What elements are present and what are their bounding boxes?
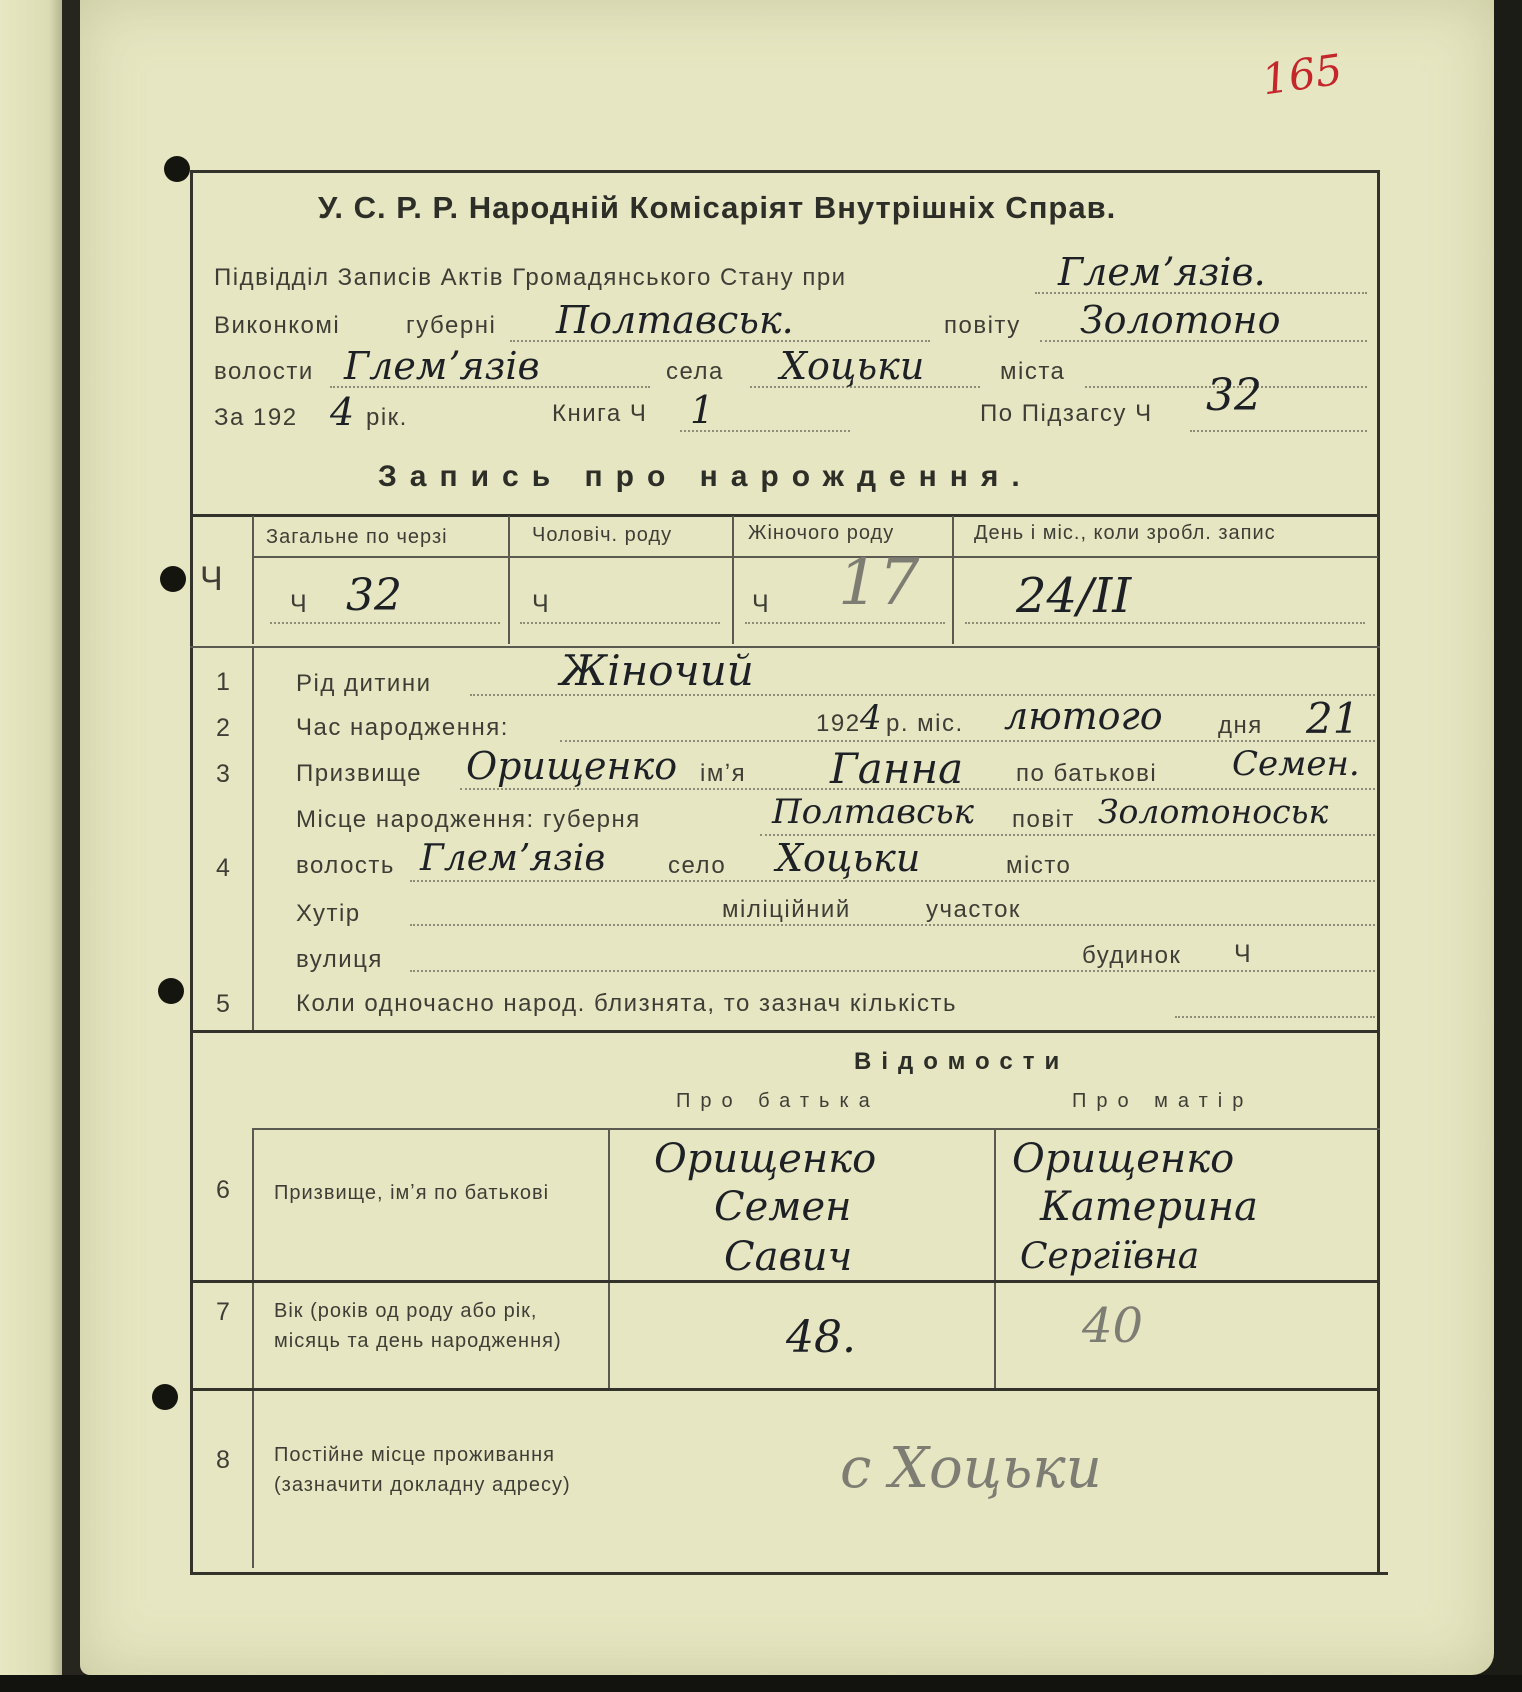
book-label: Книга Ч xyxy=(552,400,648,427)
volost-label: волости xyxy=(214,358,314,385)
mother-header: Про матір xyxy=(1072,1090,1254,1112)
row-number-5: 5 xyxy=(216,990,230,1018)
surname-value: Орищенко xyxy=(466,744,678,788)
row-7-bottom xyxy=(190,1388,1380,1391)
father-name-line-3: Савич xyxy=(724,1234,853,1280)
birthplace-selo-label: село xyxy=(668,852,727,879)
father-age: 48. xyxy=(786,1312,856,1363)
fill-line xyxy=(1190,430,1367,432)
fill-line xyxy=(560,740,1375,742)
binding-hole xyxy=(158,978,184,1004)
numbers-col-divider xyxy=(252,516,254,644)
row-number-7: 7 xyxy=(216,1298,230,1326)
row-6-bottom xyxy=(190,1280,1380,1283)
birth-day-label: дня xyxy=(1218,712,1263,739)
binding-hole xyxy=(160,566,186,592)
mother-name-line-2: Катерина xyxy=(1040,1184,1258,1230)
patronymic-label: по батькові xyxy=(1016,760,1158,787)
col-general-header: Загальне по черзі xyxy=(266,526,448,548)
child-section-bottom xyxy=(190,1030,1380,1033)
subrecord-value: 32 xyxy=(1206,370,1262,421)
row-number-8: 8 xyxy=(216,1446,230,1474)
khutir-label: Хутір xyxy=(296,900,361,927)
uchastok-label: участок xyxy=(926,896,1021,923)
col-date-value: 24/II xyxy=(1016,568,1132,624)
birthplace-povit-value: Золотоноськ xyxy=(1098,792,1329,831)
binding-hole xyxy=(164,156,190,182)
numbers-col-divider xyxy=(732,516,734,644)
col-male-header: Чоловіч. роду xyxy=(532,524,673,546)
scan-bottom-edge xyxy=(0,1675,1522,1692)
fill-line xyxy=(1175,1016,1375,1018)
binding-hole xyxy=(152,1384,178,1410)
mother-name-line-3: Сергіївна xyxy=(1020,1236,1200,1277)
selo-label: села xyxy=(666,358,724,385)
selo-value: Хоцьки xyxy=(780,344,925,388)
registry-office-label: Підвідділ Записів Актів Громадянського Стану при xyxy=(214,264,847,291)
form-right-border xyxy=(1377,170,1380,1575)
col-female-header: Жіночого роду xyxy=(748,522,895,544)
given-name-value: Ганна xyxy=(830,744,964,793)
volost-value: Глемʼязів xyxy=(344,344,540,388)
fill-line xyxy=(410,970,1375,972)
numbers-table-bottom xyxy=(190,646,1380,648)
fill-line xyxy=(470,694,1375,696)
fill-line xyxy=(680,430,850,432)
birth-month-value: лютого xyxy=(1004,694,1163,738)
numbers-table-top xyxy=(190,514,1380,517)
father-name-line-2: Семен xyxy=(714,1184,852,1230)
fill-line xyxy=(410,924,1375,926)
povit-label: повіту xyxy=(944,312,1021,339)
parents-father-column xyxy=(608,1128,610,1388)
birthplace-volost-value: Глемʼязів xyxy=(420,838,606,879)
col-female-value: 17 xyxy=(838,546,920,620)
fill-line xyxy=(270,622,500,624)
birthplace-label: Місце народження: губерня xyxy=(296,806,641,833)
fill-line xyxy=(460,788,1375,790)
residence-value: с Хоцьки xyxy=(840,1436,1102,1501)
birthplace-selo-value: Хоцьки xyxy=(776,836,921,880)
parents-header-divider xyxy=(252,1128,1380,1130)
parents-section-title: Відомости xyxy=(854,1048,1070,1075)
mother-name-line-1: Орищенко xyxy=(1012,1136,1235,1182)
birthplace-misto-label: місто xyxy=(1006,852,1072,879)
form-top-border xyxy=(190,170,1380,173)
birthplace-volost-label: волость xyxy=(296,852,395,879)
registry-office-value: Глемʼязів. xyxy=(1058,250,1266,294)
row-number-3: 3 xyxy=(216,760,230,788)
form-left-border xyxy=(190,170,193,1575)
col-general-value: 32 xyxy=(346,570,402,621)
subrecord-label: По Підзагсу Ч xyxy=(980,400,1153,427)
birthplace-povit-label: повіт xyxy=(1012,806,1075,833)
povit-value: Золотоно xyxy=(1080,298,1281,342)
father-header: Про батька xyxy=(676,1090,880,1112)
col-male-prefix: Ч xyxy=(532,590,549,618)
form-title: У. С. Р. Р. Народній Комісаріят Внутрішніх Справ. xyxy=(318,190,1117,225)
row-number-1: 1 xyxy=(216,668,230,696)
surname-label: Призвище xyxy=(296,760,422,787)
numbers-col-divider xyxy=(508,516,510,644)
numbers-header-divider xyxy=(252,556,1378,558)
adjacent-page-edge xyxy=(0,0,70,1692)
parents-label-column xyxy=(252,1128,254,1568)
gubernia-value: Полтавськ. xyxy=(556,298,794,342)
child-sex-label: Рід дитини xyxy=(296,670,432,697)
mother-age: 40 xyxy=(1082,1298,1144,1354)
form-bottom-border xyxy=(190,1572,1388,1575)
book-value: 1 xyxy=(690,388,715,432)
fill-line xyxy=(410,880,1375,882)
year-label-suffix: рік. xyxy=(366,404,408,431)
fill-line xyxy=(745,622,945,624)
street-label: вулиця xyxy=(296,946,383,973)
child-number-column xyxy=(252,648,254,1032)
numbers-row-label: Ч xyxy=(200,560,223,598)
twins-label: Коли одночасно народ. близнята, то зазнач кількість xyxy=(296,990,957,1017)
year-label-prefix: За 192 xyxy=(214,404,298,431)
year-value: 4 xyxy=(330,390,355,434)
row-number-4: 4 xyxy=(216,854,230,882)
executive-label: Виконкомі xyxy=(214,312,341,339)
folio-number: 165 xyxy=(1258,44,1346,105)
militia-label: міліційний xyxy=(722,896,851,923)
residence-row-label: Постійне місце проживання (зазначити докладну адресу) xyxy=(274,1444,571,1496)
given-name-label: імʼя xyxy=(700,760,747,787)
patronymic-value: Семен. xyxy=(1232,744,1360,784)
numbers-col-divider xyxy=(952,516,954,644)
record-title: Запись про нарождення. xyxy=(378,460,1033,493)
child-sex-value: Жіночий xyxy=(560,646,754,695)
birth-year-prefix: 192 xyxy=(816,710,861,737)
misto-label: міста xyxy=(1000,358,1066,385)
col-date-header: День і міс., коли зробл. запис xyxy=(974,522,1276,544)
birthplace-gubernia-value: Полтавськ xyxy=(772,792,974,832)
house-value: Ч xyxy=(1234,940,1251,968)
parents-mother-column xyxy=(994,1128,996,1388)
name-row-label: Призвище, імʼя по батькові xyxy=(274,1182,550,1204)
father-name-line-1: Орищенко xyxy=(654,1136,877,1182)
col-general-prefix: Ч xyxy=(290,590,307,618)
row-number-6: 6 xyxy=(216,1176,230,1204)
birth-month-label: р. міс. xyxy=(886,710,964,737)
age-row-label: Вік (років од роду або рік, місяць та день народження) xyxy=(274,1300,562,1352)
birth-year-value: 4 xyxy=(860,698,882,738)
col-female-prefix: Ч xyxy=(752,590,769,618)
fill-line xyxy=(520,622,720,624)
house-label: будинок xyxy=(1082,942,1182,969)
gubernia-label: губерні xyxy=(406,312,497,339)
fill-line xyxy=(965,622,1365,624)
birth-day-value: 21 xyxy=(1306,694,1360,743)
birth-time-label: Час народження: xyxy=(296,714,509,741)
row-number-2: 2 xyxy=(216,714,230,742)
